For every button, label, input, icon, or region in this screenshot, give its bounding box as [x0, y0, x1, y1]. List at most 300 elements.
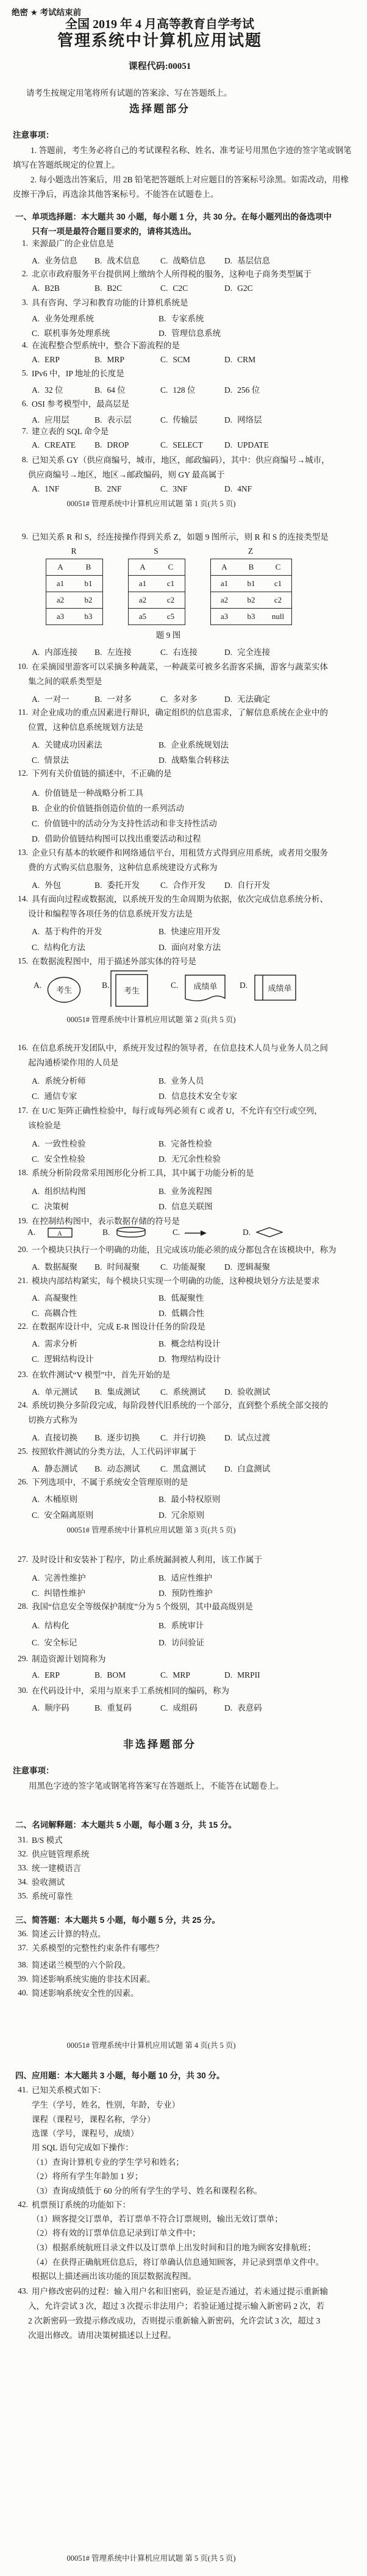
question-number: 39. — [18, 1974, 28, 1983]
option-letter: C. — [160, 1670, 168, 1680]
option-letter: B. — [159, 1293, 166, 1303]
option-letter: D. — [240, 981, 248, 990]
option-letter: C. — [160, 415, 168, 424]
question-number: 24. — [18, 1400, 28, 1409]
option-letter: A. — [32, 1076, 40, 1086]
table-row — [46, 609, 102, 624]
option-letter: C. — [32, 1354, 40, 1364]
option-text: 并行切换 — [173, 1433, 206, 1442]
option-A — [32, 738, 102, 750]
option-B — [94, 355, 124, 365]
question-text-line: 2 次新密码一致提示修改成功，否则提示重新输入新密码，允许尝试 3 次，超过 3 — [28, 2316, 321, 2325]
q42-func-4: （4）在获得正确航班信息后，将订单确认信息通知顾客，并记录到票单文件中。 — [32, 2258, 324, 2267]
relation-label: R — [71, 546, 77, 556]
question-number: 18. — [18, 1168, 28, 1177]
option-text: 战术信息 — [107, 256, 140, 265]
question-text-line: 费的方式购买信息服务，这种信息系统建设方式称为 — [28, 863, 218, 872]
option-text: 传输层 — [173, 415, 198, 424]
option-letter: D. — [224, 648, 233, 657]
question-number: 8. — [21, 455, 28, 464]
option-A — [32, 1337, 77, 1349]
table-cell: null — [271, 612, 285, 621]
option-text: 冗余原则 — [171, 1511, 205, 1520]
question-text-line: 已知关系 R 和 S，经连接操作得到关系 Z，如题 9 图所示，则 R 和 S 的连接类型是 — [32, 532, 329, 542]
notice-title-2: 注意事项： — [13, 1766, 54, 1775]
option-text: 1NF — [45, 484, 60, 493]
section-header-non-choice: 非选择题部分 — [123, 1739, 196, 1750]
option-letter: C. — [160, 484, 168, 493]
table-header-row — [129, 559, 185, 576]
question-number: 10. — [18, 662, 28, 671]
option-letter: D. — [159, 1589, 167, 1598]
option-B — [94, 1260, 140, 1272]
question-text-line: 下列选项中，不属于系统安全管理原则的是 — [32, 1478, 188, 1487]
question-number: 29. — [18, 1654, 28, 1663]
option-letter: A. — [32, 385, 40, 395]
option-D — [224, 645, 270, 657]
table-header-row — [46, 559, 102, 576]
option-letter: B. — [94, 1387, 102, 1397]
option-B — [32, 801, 184, 814]
option-letter: C. — [32, 756, 40, 765]
page-footer-4: 00051# 管理系统中计算机应用试题 第 4 页(共 5 页) — [66, 2041, 236, 2050]
table-cell: a3 — [220, 612, 229, 621]
q42-func-3: （3）根据系统航班目录文件以及订票单上出发时间和目的地为顾客安排航班； — [32, 2243, 316, 2252]
table-header-row — [211, 559, 291, 576]
option-letter: A. — [32, 927, 40, 936]
option-text: 业务处理系统 — [45, 314, 94, 323]
option-text: 概念结构设计 — [171, 1339, 221, 1348]
option-A — [32, 1184, 86, 1197]
question-number: 7. — [21, 426, 28, 435]
question-text-line: 按照软件测试的分类方法，人工代码评审属于 — [32, 1447, 196, 1456]
q41-sql-instruction: 用 SQL 语句完成如下操作： — [32, 2143, 134, 2152]
diamond-symbol-icon — [256, 1227, 283, 1237]
option-letter: A. — [32, 881, 40, 890]
question-text-line: 在软件测试“V 模型”中，首先开始的是 — [32, 1370, 171, 1379]
option-C — [160, 1701, 198, 1713]
option-A — [32, 484, 59, 494]
option-D — [224, 440, 269, 450]
option-A — [32, 645, 77, 657]
column-header: C — [275, 562, 281, 571]
option-letter: B. — [159, 740, 166, 750]
option-text: 最小特权原则 — [171, 1495, 221, 1504]
option-letter: D. — [224, 484, 233, 493]
option-B — [159, 925, 220, 937]
option-text: 决策树 — [44, 1202, 69, 1211]
option-letter: B. — [94, 695, 102, 704]
option-A — [32, 925, 102, 937]
option-letter: D. — [159, 1638, 167, 1647]
option-text: 信息关联图 — [171, 1202, 213, 1211]
table-cell: c5 — [166, 612, 175, 621]
option-letter: C. — [32, 1154, 40, 1164]
option-text: 网络层 — [237, 415, 262, 424]
option-text: 访问验证 — [171, 1638, 205, 1647]
column-header: A — [221, 562, 227, 571]
question-number: 6. — [21, 399, 28, 408]
question-text-line: 建立表的 SQL 命令是 — [32, 427, 109, 436]
option-text: 系统测试 — [173, 1387, 206, 1397]
option-B — [159, 1074, 204, 1086]
option-letter: D. — [224, 695, 233, 704]
question-text-line: 企业只有基本的软硬件和网络通信平台，用租赁方式得到应用系统，或者用交服务 — [32, 848, 328, 857]
option-text: BOM — [107, 1670, 126, 1680]
option-letter: C. — [32, 329, 40, 338]
option-C — [32, 1636, 77, 1648]
svg-text:考生: 考生 — [123, 986, 140, 995]
column-header: A — [140, 562, 146, 571]
option-letter: B. — [102, 981, 110, 990]
option-text: 静态测试 — [45, 1464, 78, 1473]
table-cell: b3 — [247, 612, 255, 621]
option-text: 组织结构图 — [45, 1187, 86, 1196]
option-letter: A. — [32, 1187, 40, 1196]
option-text: 外包 — [45, 881, 62, 890]
option-letter: B. — [159, 1495, 166, 1504]
card-symbol-icon — [254, 975, 297, 1001]
option-letter: B. — [159, 314, 166, 323]
option-A — [32, 284, 60, 293]
table-cell: b3 — [84, 612, 93, 621]
option-text: 价值链中的活动分为支持性活动和非支持性活动 — [44, 819, 217, 828]
question-number: 43. — [18, 2286, 28, 2295]
question-number: 19. — [18, 1216, 28, 1225]
option-text: 联机事务处理系统 — [44, 329, 110, 338]
question-number: 25. — [18, 1447, 28, 1456]
question-text-line: 系统分析阶段常采用图形化分析工具，其中属于功能分析的是 — [32, 1168, 254, 1178]
question-number: 1. — [21, 238, 28, 248]
option-D — [159, 1306, 204, 1318]
column-header: B — [85, 562, 91, 571]
option-letter: A. — [32, 256, 40, 265]
question-number: 21. — [18, 1276, 28, 1285]
q42-requirement: 根据以上描述画出该功能的顶层数据流程图。 — [32, 2272, 196, 2281]
question-text-line: 起沟通桥梁作用的人员是 — [28, 1058, 119, 1067]
option-letter: D. — [159, 1092, 167, 1101]
question-number: 30. — [18, 1686, 28, 1695]
figure-caption: 题 9 图 — [155, 631, 181, 640]
question-text-line: 北京市政府服务平台提供网上缴纳个人所得税的服务，这种电子商务类型属于 — [32, 270, 312, 279]
option-D — [32, 832, 201, 844]
question-text-line: 用户修改密码的过程：输入用户名和旧密码，验证是否通过，若未通过提示重新输 — [32, 2287, 328, 2296]
option-text: 物理结构设计 — [171, 1354, 221, 1364]
table-row — [129, 592, 185, 609]
option-C — [32, 1089, 77, 1101]
option-text: 顺序码 — [45, 1703, 69, 1712]
question-text-line: 设计和编程等各项任务的信息系统开发方法是 — [28, 909, 193, 918]
question-text-line: 系统切换分多阶段完成，每阶段替代旧系统的一个部分，直到整个系统全部交接的 — [32, 1401, 328, 1410]
option-letter: B. — [94, 256, 102, 265]
option-text: 高凝聚性 — [45, 1293, 78, 1303]
question-text-line: 简述影响系统安全性的因素。 — [32, 1989, 139, 1998]
question-text-line: 在流程整合型系统中，整合下游流程的是 — [32, 341, 180, 350]
option-letter: B. — [94, 1670, 102, 1680]
option-B — [94, 254, 140, 266]
table-row — [129, 609, 185, 624]
question-text-line: 我国“信息安全等级保护制度”分为 5 个级别，其中最高级别是 — [32, 1602, 253, 1611]
option-letter: B. — [159, 1076, 166, 1086]
table-cell: b1 — [247, 579, 255, 588]
option-text: DROP — [107, 440, 129, 449]
page-footer-3: 00051# 管理系统中计算机应用试题 第 3 页(共 5 页) — [66, 1526, 236, 1534]
option-letter: B. — [94, 284, 102, 293]
question-number: 13. — [18, 848, 28, 857]
table-cell: a1 — [138, 579, 147, 588]
q41-relation-course: 课程（课程号，课程名称，学分） — [32, 2115, 155, 2124]
option-text: G2C — [237, 284, 253, 293]
svg-text:成绩单: 成绩单 — [268, 984, 292, 993]
option-D — [224, 1701, 262, 1713]
option-text: 合作开发 — [173, 881, 206, 890]
option-C — [32, 1586, 85, 1598]
table-cell: c2 — [274, 595, 282, 604]
relation-label: Z — [248, 546, 254, 556]
question-text-line: 统一建模语言 — [32, 1864, 81, 1873]
sect-line: 四、应用题：本大题共 3 小题，每小题 10 分，共 30 分。 — [15, 2071, 225, 2080]
option-B — [94, 692, 132, 704]
notice-line: 1. 答题前，考生务必将自己的考试课程名称、姓名、准考证号用黑色字迹的签字笔或钢笔 — [30, 146, 352, 155]
question-text-line: 在数据库设计中，完成 E-R 图设计任务的阶段是 — [32, 1322, 205, 1331]
option-text: 自行开发 — [237, 881, 271, 890]
option-D — [159, 1200, 213, 1212]
option-text: 一对多 — [107, 695, 132, 704]
option-letter: C. — [32, 819, 40, 828]
option-letter: D. — [224, 1464, 233, 1473]
option-text: 逐步切换 — [107, 1433, 140, 1442]
table-row — [211, 609, 291, 624]
option-text: 单元测试 — [45, 1387, 78, 1397]
question-number: 27. — [18, 1555, 28, 1564]
option-letter: B. — [159, 927, 166, 936]
option-text: 需求分析 — [45, 1339, 78, 1348]
question-number: 4. — [21, 340, 28, 349]
option-text: 黑盒测试 — [173, 1464, 206, 1473]
arrow-symbol-icon — [185, 1229, 207, 1237]
option-text: 应用层 — [45, 415, 69, 424]
relation-table — [46, 559, 103, 625]
option-letter: C. — [160, 1387, 168, 1397]
option-text: 逻辑结构设计 — [44, 1354, 94, 1364]
option-text: SELECT — [173, 440, 203, 449]
option-text: 功能凝聚 — [173, 1262, 206, 1272]
column-header: C — [168, 562, 174, 571]
option-text: ERP — [45, 355, 60, 364]
question-number: 3. — [21, 298, 28, 307]
option-text: 数据凝聚 — [45, 1262, 78, 1272]
option-letter: D. — [224, 284, 233, 293]
option-D — [224, 1670, 260, 1680]
question-number: 5. — [21, 368, 28, 377]
option-letter: D. — [159, 943, 167, 952]
option-D — [224, 254, 270, 266]
option-A — [32, 1137, 86, 1149]
option-letter: B. — [32, 804, 40, 813]
table-cell: a1 — [56, 579, 65, 588]
option-letter: D. — [224, 256, 233, 265]
table-cell: a2 — [56, 595, 65, 604]
paper-title: 管理系统中计算机应用试题 — [57, 31, 262, 49]
question-text-line: 机票预订系统的功能如下： — [32, 2200, 130, 2209]
option-text: SCM — [173, 355, 190, 364]
question-text-line: 对企业成功的重点因素进行辩识，确定组织的信息需求，了解信息系统在企业中的 — [32, 708, 328, 717]
ellipse-entity-symbol-icon — [47, 976, 81, 1003]
option-letter: A. — [32, 789, 40, 798]
option-B — [94, 1670, 126, 1680]
option-letter: D. — [224, 1387, 233, 1397]
option-B — [94, 1462, 140, 1474]
option-A — [32, 1619, 69, 1631]
option-letter: B. — [94, 1433, 102, 1442]
option-text: 64 位 — [107, 385, 126, 395]
option-letter: C. — [160, 385, 168, 395]
table-cell: c1 — [166, 579, 175, 588]
question-number: 9. — [21, 532, 28, 541]
option-letter: A. — [32, 1621, 40, 1630]
option-D — [224, 878, 270, 890]
option-letter: A. — [32, 1387, 40, 1397]
option-text: 系统审计 — [171, 1621, 204, 1630]
option-A — [32, 383, 63, 395]
option-A — [32, 413, 69, 425]
question-number: 41. — [18, 2085, 28, 2094]
table-cell: c2 — [166, 595, 175, 604]
option-text: 多对多 — [173, 695, 198, 704]
option-text: 动态测试 — [107, 1464, 140, 1473]
q41-task-2: （2）将所有学生年龄加 1 岁； — [32, 2172, 143, 2181]
option-letter: A. — [32, 1670, 40, 1680]
question-text-line: 及时设计和安装补丁程序，防止系统漏洞被人利用，该工作属于 — [32, 1555, 262, 1564]
option-letter: C. — [160, 440, 168, 449]
option-C — [160, 1431, 205, 1443]
page-footer-2: 00051# 管理系统中计算机应用试题 第 2 页(共 5 页) — [66, 1015, 236, 1024]
option-text: 3NF — [173, 484, 188, 493]
option-B — [159, 1571, 212, 1583]
option-text: 战略信息 — [173, 256, 206, 265]
option-text: 企业的价值链指创造价值的一系列活动 — [44, 804, 184, 813]
q42-func-2: （2）将有效的订票单信息记录到订单文件中； — [32, 2228, 201, 2238]
table-cell: c1 — [274, 579, 282, 588]
option-text: 情景法 — [44, 756, 69, 765]
option-letter: B. — [102, 1228, 110, 1237]
table-cell: b1 — [84, 579, 93, 588]
question-text-line: 在采摘园里游客可以采摘多种蔬菜，一种蔬菜可被多名游客采摘，游客与蔬菜实体 — [32, 662, 328, 671]
option-text: 右连接 — [173, 648, 198, 657]
option-D — [224, 284, 253, 293]
sect-line: 只有一项是最符合题目要求的，请将其选出。 — [32, 227, 196, 236]
option-letter: B. — [94, 881, 102, 890]
option-text: 价值链是一种战略分析工具 — [45, 789, 144, 798]
option-text: 木桶原则 — [45, 1495, 78, 1504]
table-cell: a2 — [220, 595, 229, 604]
option-letter: A. — [32, 284, 40, 293]
option-D — [224, 484, 252, 494]
page-footer-5: 00051# 管理系统中计算机应用试题 第 5 页(共 5 页) — [66, 2554, 236, 2563]
option-letter: A. — [32, 1703, 40, 1712]
table-cell: a3 — [56, 612, 65, 621]
option-letter: C. — [160, 881, 168, 890]
notice-line: 填写在答题纸规定的位置上。 — [13, 160, 120, 170]
option-letter: C. — [160, 695, 168, 704]
option-B — [94, 645, 132, 657]
option-text: C2C — [173, 284, 188, 293]
option-D — [224, 413, 262, 425]
option-text: 无法确定 — [237, 695, 271, 704]
option-letter: D. — [159, 1511, 167, 1520]
option-B — [159, 1619, 204, 1631]
option-text: 128 位 — [173, 385, 196, 395]
option-text: 32 位 — [45, 385, 63, 395]
question-text-line: 具有面向过程或数据流，以系统开发的生命周期为依据，依次完成信息系统分析、 — [32, 895, 328, 904]
question-text-line: 在代码设计中，采用与原来手工系统相同的编码，称为 — [32, 1686, 229, 1695]
option-C — [160, 254, 205, 266]
option-A — [32, 312, 94, 324]
option-A — [32, 254, 77, 266]
option-C — [32, 753, 69, 765]
option-B — [94, 440, 129, 450]
option-text: ERP — [45, 1670, 60, 1680]
question-text-line: 位置，这种信息系统规划方法是 — [28, 723, 143, 732]
question-text-line: 下列有关价值链的描述中，不正确的是 — [32, 769, 172, 778]
option-A — [32, 1385, 77, 1397]
option-text: 内部连接 — [45, 648, 78, 657]
classification-banner: 绝密 ★ 考试结束前 — [12, 8, 82, 17]
option-letter: D. — [159, 1202, 167, 1211]
option-letter: B. — [94, 1464, 102, 1473]
svg-text:A: A — [57, 1230, 62, 1237]
option-A — [32, 1074, 86, 1086]
table-cell: b2 — [247, 595, 255, 604]
option-A — [32, 1431, 77, 1443]
option-text: 完全连接 — [237, 648, 271, 657]
question-number: 42. — [18, 2200, 28, 2209]
option-letter: A. — [32, 1293, 40, 1303]
sect-line: 三、简答题：本大题共 5 小题，每小题 5 分，共 25 分。 — [15, 1916, 221, 1925]
question-text-line: 已知关系模式如下： — [32, 2086, 106, 2095]
notice-line: 皮擦干净后，再选涂其他答案标号。不能答在试题卷上。 — [13, 190, 219, 199]
option-letter: C. — [173, 1228, 180, 1237]
option-letter: A. — [32, 314, 40, 323]
option-text: 通信专家 — [44, 1092, 77, 1101]
option-D — [159, 940, 221, 953]
option-letter: C. — [160, 256, 168, 265]
option-C — [32, 326, 110, 338]
table-row — [46, 592, 102, 609]
option-text: 安全性检验 — [44, 1154, 85, 1164]
option-letter: B. — [94, 415, 102, 424]
option-text: CRM — [237, 355, 256, 364]
option-letter: A. — [32, 1495, 40, 1504]
option-B — [159, 1291, 204, 1303]
option-text: 左连接 — [107, 648, 132, 657]
option-text: 表意码 — [237, 1703, 262, 1712]
option-text: 安全标记 — [44, 1638, 77, 1647]
option-letter: C. — [171, 981, 179, 990]
question-number: 34. — [18, 1877, 28, 1886]
option-D — [224, 383, 260, 395]
question-number: 16. — [18, 1043, 28, 1052]
option-text: UPDATE — [237, 440, 269, 449]
option-text: 业务信息 — [45, 256, 78, 265]
option-letter: A. — [34, 981, 42, 990]
question-text-line: IPv6 中，IP 地址的长度是 — [32, 369, 124, 378]
option-D — [224, 355, 255, 365]
question-number: 36. — [18, 1929, 28, 1938]
question-number: 22. — [18, 1322, 28, 1331]
option-letter: B. — [94, 440, 102, 449]
option-A — [32, 1260, 77, 1272]
